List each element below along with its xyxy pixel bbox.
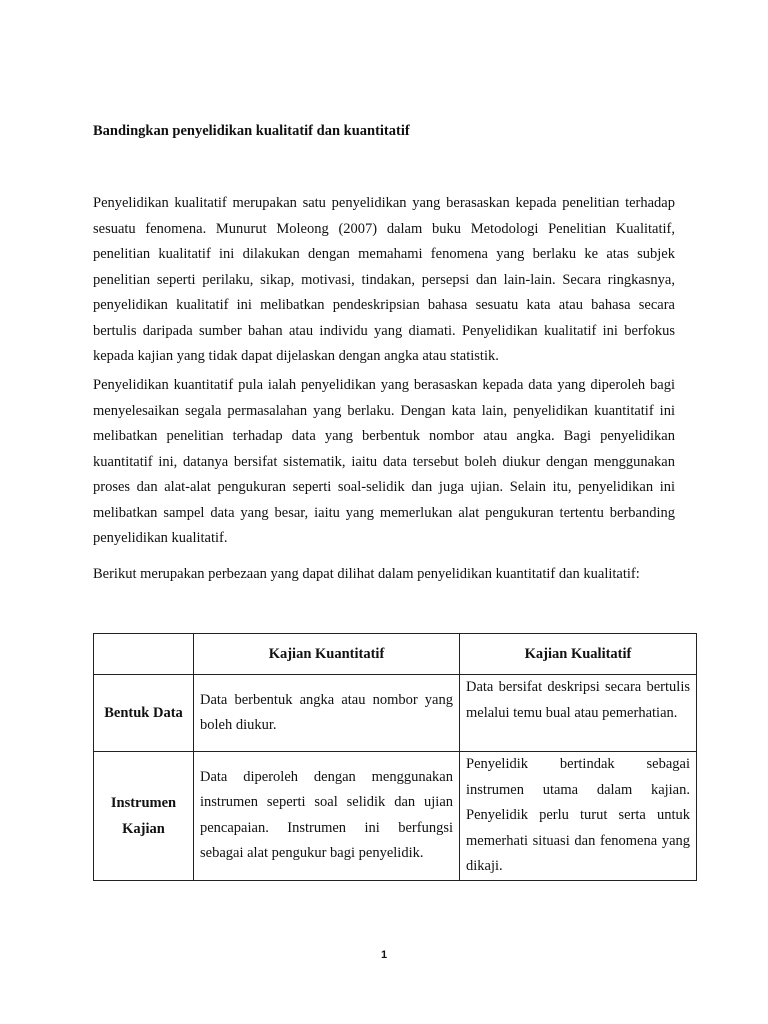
row-label-bentuk-data: Bentuk Data [94, 675, 194, 752]
comparison-table [93, 633, 697, 881]
cell-instrumen-kuantitatif: Data diperoleh dengan menggunakan instrumen seperti soal selidik dan ujian pencapaian. Instrumen ini berfungsi sebagai alat pengukur bagi penyelidik. [194, 752, 460, 881]
table-header-empty [94, 634, 194, 675]
table-row [94, 675, 697, 752]
row-label-line-2: Kajian [122, 820, 165, 837]
cell-instrumen-kualitatif: Penyelidik bertindak sebagai instrumen utama dalam kajian. Penyelidik perlu turut serta untuk memerhati situasi dan fenomena yang dikaji. [460, 752, 697, 881]
page-number: 1 [380, 949, 388, 961]
paragraph-comparison-intro: Berikut merupakan perbezaan yang dapat dilihat dalam penyelidikan kuantitatif dan kualitatif: [93, 566, 640, 582]
cell-bentuk-data-kualitatif: Data bersifat deskripsi secara bertulis melalui temu bual atau pemerhatian. [460, 675, 697, 752]
paragraph-quantitative: Penyelidikan kuantitatif pula ialah penyelidikan yang berasaskan kepada data yang diperoleh bagi menyelesaikan segala permasalahan yang berlaku. Dengan kata lain, penyelidikan kuantitatif ini melibatkan penelitian terhadap data yang berbentuk nombor atau angka. Bagi penyelidikan kuantitatif ini, datanya bersifat sistematik, iaitu data tersebut boleh diukur dengan menggunakan proses dan alat-alat pengukuran seperti soal-selidik dan juga ujian. Selain itu, penyelidikan ini melibatkan sampel data yang besar, iaitu yang memerlukan alat pengukuran tertentu berbanding penyelidikan kualitatif. [93, 377, 675, 546]
table-header-kualitatif: Kajian Kualitatif [460, 634, 697, 675]
cell-bentuk-data-kuantitatif: Data berbentuk angka atau nombor yang boleh diukur. [194, 675, 460, 752]
table-row [94, 752, 697, 881]
table-header-kuantitatif: Kajian Kuantitatif [194, 634, 460, 675]
row-label-line-1: Instrumen [110, 794, 177, 811]
document-title: Bandingkan penyelidikan kualitatif dan kuantitatif [93, 123, 410, 139]
paragraph-qualitative: Penyelidikan kualitatif merupakan satu penyelidikan yang berasaskan kepada penelitian terhadap sesuatu fenomena. Munurut Moleong (2007) dalam buku Metodologi Penelitian Kualitatif, penelitian kualitatif ini dilakukan dengan memahami fenomena yang berlaku ke atas subjek penelitian seperti perilaku, sikap, motivasi, tindakan, persepsi dan lain-lain. Secara ringkasnya, penyelidikan kualitatif ini melibatkan pendeskripsian bahasa sesuatu kata atau bahasa secara bertulis daripada sumber bahan atau individu yang diamati. Penyelidikan kualitatif ini berfokus kepada kajian yang tidak dapat dijelaskan dengan angka atau statistik. [93, 195, 675, 364]
table-header-row [94, 634, 697, 675]
row-label-instrumen-kajian [94, 752, 194, 881]
